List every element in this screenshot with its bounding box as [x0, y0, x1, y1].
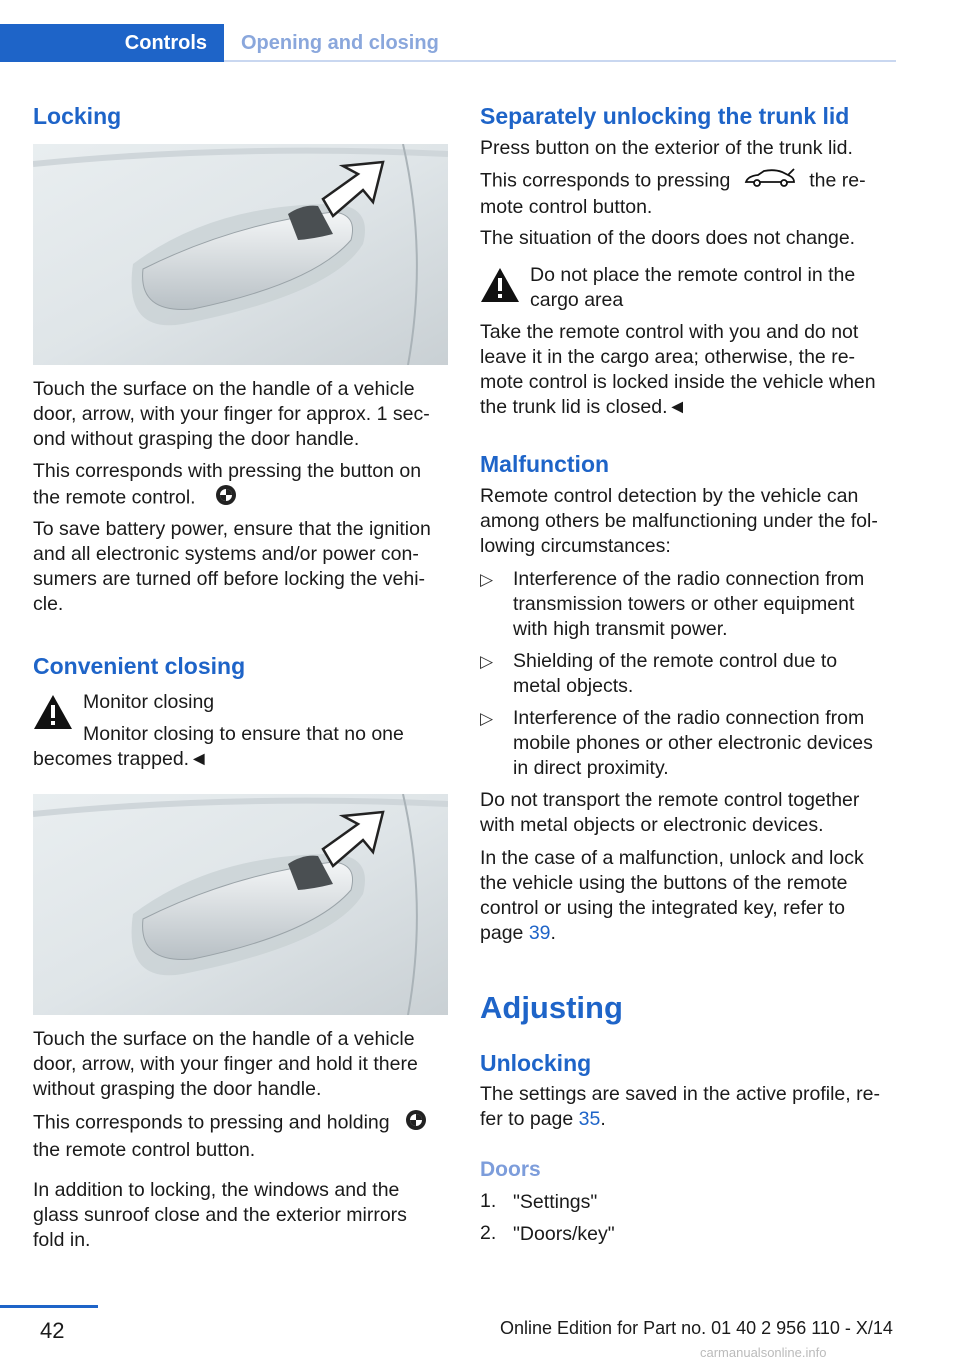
tab-controls[interactable]: Controls	[0, 24, 224, 62]
step-text-doors-key: "Doors/key"	[513, 1223, 615, 1245]
footer-accent-line	[0, 1305, 98, 1308]
page-number: 42	[40, 1318, 65, 1343]
bullet-item: Interference of the radio connection from mobile phones or other electronic devices in direct proximity.	[513, 707, 873, 779]
locking-paragraph-2: This corresponds with pressing the button on the remote control.	[33, 459, 421, 513]
step-number: 2.	[480, 1222, 497, 1244]
page-link-35[interactable]: 35	[578, 1108, 601, 1130]
convenient-closing-paragraph-2: This corresponds to pressing and holding the remote control button.	[33, 1109, 427, 1163]
bullet-marker: ▷	[480, 570, 494, 589]
warning-title-monitor-closing: Monitor closing	[83, 691, 215, 713]
warning-text-line-1: Monitor closing to ensure that no one	[83, 723, 404, 745]
page-header	[0, 0, 960, 64]
warning-triangle-icon	[33, 694, 73, 730]
locking-paragraph-1: Touch the surface on the handle of a vehicle door, arrow, with your finger for approx. 1 sec- ond without grasping the door handle.	[33, 378, 430, 450]
door-handle-photo-convenient-closing	[33, 794, 448, 1015]
convenient-closing-paragraph-3: In addition to locking, the windows and the glass sunroof close and the exterior mirrors fold in.	[33, 1179, 407, 1251]
bullet-item: Shielding of the remote control due to metal objects.	[513, 650, 838, 697]
car-trunk-icon	[744, 168, 796, 195]
trunk-paragraph-2: This corresponds to pressing the re- mote control button.	[480, 169, 866, 218]
bmw-logo-icon	[405, 1109, 427, 1138]
heading-locking: Locking	[33, 103, 122, 129]
bullet-marker: ▷	[480, 652, 494, 671]
trunk-paragraph-1: Press button on the exterior of the trunk lid.	[480, 137, 853, 159]
door-handle-photo-locking	[33, 144, 448, 365]
heading-adjusting: Adjusting	[480, 990, 623, 1025]
footer-edition-text: Online Edition for Part no. 01 40 2 956 110 - X/14	[500, 1318, 893, 1338]
bullet-marker: ▷	[480, 709, 494, 728]
heading-unlocking: Unlocking	[480, 1050, 592, 1076]
bmw-logo-icon	[215, 484, 237, 513]
bullet-item: Interference of the radio connection from transmission towers or other equipment with high transmit power.	[513, 568, 865, 640]
malfunction-paragraph-2: Do not transport the remote control together with metal objects or electronic devices.	[480, 789, 860, 836]
step-number: 1.	[480, 1190, 497, 1212]
warning-triangle-icon	[480, 267, 520, 303]
trunk-paragraph-3: The situation of the doors does not change.	[480, 227, 856, 249]
warning-text-line-2: becomes trapped.◄	[33, 748, 209, 770]
unlocking-paragraph: The settings are saved in the active profile, re- fer to page 35.	[480, 1083, 880, 1130]
malfunction-paragraph-3: In the case of a malfunction, unlock and lock the vehicle using the buttons of the remote control or using the integrated key, refer to page 39.	[480, 847, 864, 944]
page-link-39[interactable]: 39	[528, 922, 551, 944]
heading-malfunction: Malfunction	[480, 451, 610, 477]
heading-separately-unlocking-trunk: Separately unlocking the trunk lid	[480, 103, 850, 129]
warning-cargo-area: Do not place the remote control in the cargo area	[530, 264, 856, 311]
malfunction-paragraph-1: Remote control detection by the vehicle can among others be malfunctioning under the fol- lowing circumstances:	[480, 485, 878, 557]
heading-convenient-closing: Convenient closing	[33, 653, 246, 679]
step-text-settings: "Settings"	[513, 1191, 598, 1213]
tab-opening-and-closing[interactable]: Opening and closing	[241, 31, 439, 54]
header-divider	[224, 60, 896, 62]
watermark: carmanualsonline.info	[700, 1345, 827, 1360]
heading-doors: Doors	[480, 1158, 541, 1181]
trunk-paragraph-4: Take the remote control with you and do not leave it in the cargo area; otherwise, the re- mote control is locked inside the vehicle when the trunk lid is closed.◄	[480, 321, 876, 418]
convenient-closing-paragraph-1: Touch the surface on the handle of a vehicle door, arrow, with your finger and hold it there without grasping the door handle.	[33, 1028, 418, 1100]
locking-paragraph-3: To save battery power, ensure that the ignition and all electronic systems and/or power con- sumers are turned off before locking the vehi- cle.	[33, 518, 431, 615]
